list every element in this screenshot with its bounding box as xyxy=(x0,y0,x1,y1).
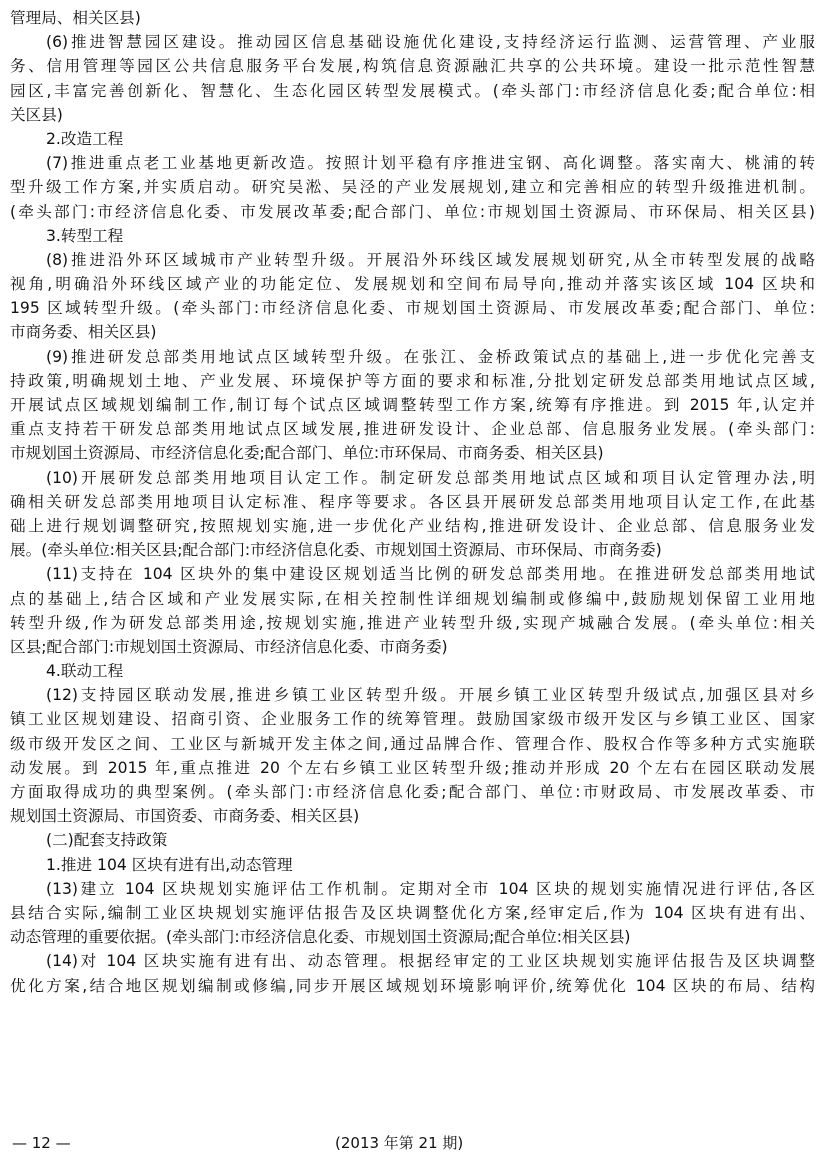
text-line: (12)支持园区联动发展,推进乡镇工业区转型升级。开展乡镇工业区转型升级试点,加强区县对乡 xyxy=(46,686,815,705)
text-line: 规划国土资源局、市国资委、市商务委、相关区县) xyxy=(10,807,360,826)
text-line: 市规划国土资源局、市经济信息化委;配合部门、单位:市环保局、市商务委、相关区县) xyxy=(10,444,604,463)
text-line: 确相关研发总部类用地项目认定标准、程序等要求。各区县开展研发总部类用地项目认定工作,在此基 xyxy=(10,492,815,511)
text-line: 动发展。到 2015 年,重点推进 20 个左右乡镇工业区转型升级;推动并形成 20 个左右在园区联动发展 xyxy=(10,758,815,777)
text-line: (8)推进沿外环区域城市产业转型升级。开展沿外环线区域发展规划研究,从全市转型发展的战略 xyxy=(46,250,815,269)
text-line: (牵头部门:市经济信息化委、市发展改革委;配合部门、单位:市规划国土资源局、市环保局、相关区县) xyxy=(10,202,815,221)
document-body xyxy=(10,6,815,998)
text-line: 195 区域转型升级。(牵头部门:市经济信息化委、市规划国土资源局、市发展改革委;配合部门、单位: xyxy=(10,299,815,318)
text-line: 市商务委、相关区县) xyxy=(10,323,157,342)
text-line: 开展试点区域规划编制工作,制订每个试点区域调整转型工作方案,统筹有序推进。到 2015 年,认定并 xyxy=(10,396,815,414)
text-line: 级市级开发区之间、工业区与新城开发主体之间,通过品牌合作、管理合作、股权合作等多种方式实施联 xyxy=(10,734,815,753)
text-line: 持政策,明确规划土地、产业发展、环境保护等方面的要求和标准,分批划定研发总部类用地试点区域, xyxy=(10,371,815,390)
text-line: 础上进行规划调整研究,按照规划实施,进一步优化产业结构,推进研发设计、企业总部、信息服务业发 xyxy=(10,516,815,535)
text-line: 2.改造工程 xyxy=(46,129,124,148)
text-line: (7)推进重点老工业基地更新改造。按照计划平稳有序推进宝钢、高化调整。落实南大、桃浦的转 xyxy=(46,154,815,173)
text-line: 视角,明确沿外环线区域产业的功能定位、发展规划和空间布局导向,推动并落实该区域 104 区块和 xyxy=(10,275,815,294)
text-line: 管理局、相关区县) xyxy=(10,9,141,27)
text-line: (11)支持在 104 区块外的集中建设区规划适当比例的研发总部类用地。在推进研发总部类用地试 xyxy=(46,565,815,584)
page-number: — 12 — xyxy=(12,1134,71,1152)
text-line: 园区,丰富完善创新化、智慧化、生态化园区转型发展模式。(牵头部门:市经济信息化委;配合单位:相 xyxy=(10,81,815,100)
text-line: 重点支持若干研发总部类用地试点区域发展,推进研发设计、企业总部、信息服务业发展。(牵头部门: xyxy=(10,420,815,439)
text-line: 县结合实际,编制工业区块规划实施评估报告及区块调整优化方案,经审定后,作为 104 区块有进有出、 xyxy=(10,903,815,922)
text-line: 3.转型工程 xyxy=(46,226,124,245)
text-line: 1.推进 104 区块有进有出,动态管理 xyxy=(46,855,293,874)
text-line: 转型升级,作为研发总部类用途,按规划实施,推进产业转型升级,实现产城融合发展。(牵头单位:相关 xyxy=(10,613,815,632)
text-line: (9)推进研发总部类用地试点区域转型升级。在张江、金桥政策试点的基础上,进一步优化完善支 xyxy=(46,347,815,366)
text-line: (13)建立 104 区块规划实施评估工作机制。定期对全市 104 区块的规划实施情况进行评估,各区 xyxy=(46,879,815,898)
text-line: 区县;配合部门:市规划国土资源局、市经济信息化委、市商务委) xyxy=(10,637,448,656)
text-line: 展。(牵头单位:相关区县;配合部门:市经济信息化委、市规划国土资源局、市环保局、市商务委) xyxy=(10,541,662,560)
text-line: 点的基础上,结合区域和产业发展实际,在相关控制性详细规划编制或修编中,鼓励规划保留工业用地 xyxy=(10,589,815,608)
text-line: (14)对 104 区块实施有进有出、动态管理。根据经审定的工业区块规划实施评估报告及区块调整 xyxy=(46,952,815,971)
page-footer xyxy=(0,1131,827,1155)
text-line: 方面取得成功的典型案例。(牵头部门:市经济信息化委;配合部门、单位:市财政局、市发展改革委、市 xyxy=(10,783,815,801)
text-line: 关区县) xyxy=(10,105,63,124)
text-line: 动态管理的重要依据。(牵头部门:市经济信息化委、市规划国土资源局;配合单位:相关区县) xyxy=(10,928,631,947)
text-line: 型升级工作方案,并实质启动。研究吴淞、吴泾的产业发展规划,建立和完善相应的转型升级推进机制。 xyxy=(10,178,815,197)
text-line: 务、信用管理等园区公共信息服务平台发展,构筑信息资源融汇共享的公共环境。建设一批示范性智慧 xyxy=(10,57,815,76)
issue-label: (2013 年第 21 期) xyxy=(335,1134,464,1152)
text-line: 镇工业区规划建设、招商引资、企业服务工作的统筹管理。鼓励国家级市级开发区与乡镇工业区、国家 xyxy=(10,710,815,729)
text-line: (10)开展研发总部类用地项目认定工作。制定研发总部类用地试点区域和项目认定管理办法,明 xyxy=(46,468,815,487)
text-line: 优化方案,结合地区规划编制或修编,同步开展区域规划环境影响评价,统筹优化 104 区块的布局、结构 xyxy=(10,976,815,995)
text-line: (二)配套支持政策 xyxy=(46,831,168,850)
text-line: 4.联动工程 xyxy=(46,662,124,681)
text-line: (6)推进智慧园区建设。推动园区信息基础设施优化建设,支持经济运行监测、运营管理、产业服 xyxy=(46,33,815,52)
